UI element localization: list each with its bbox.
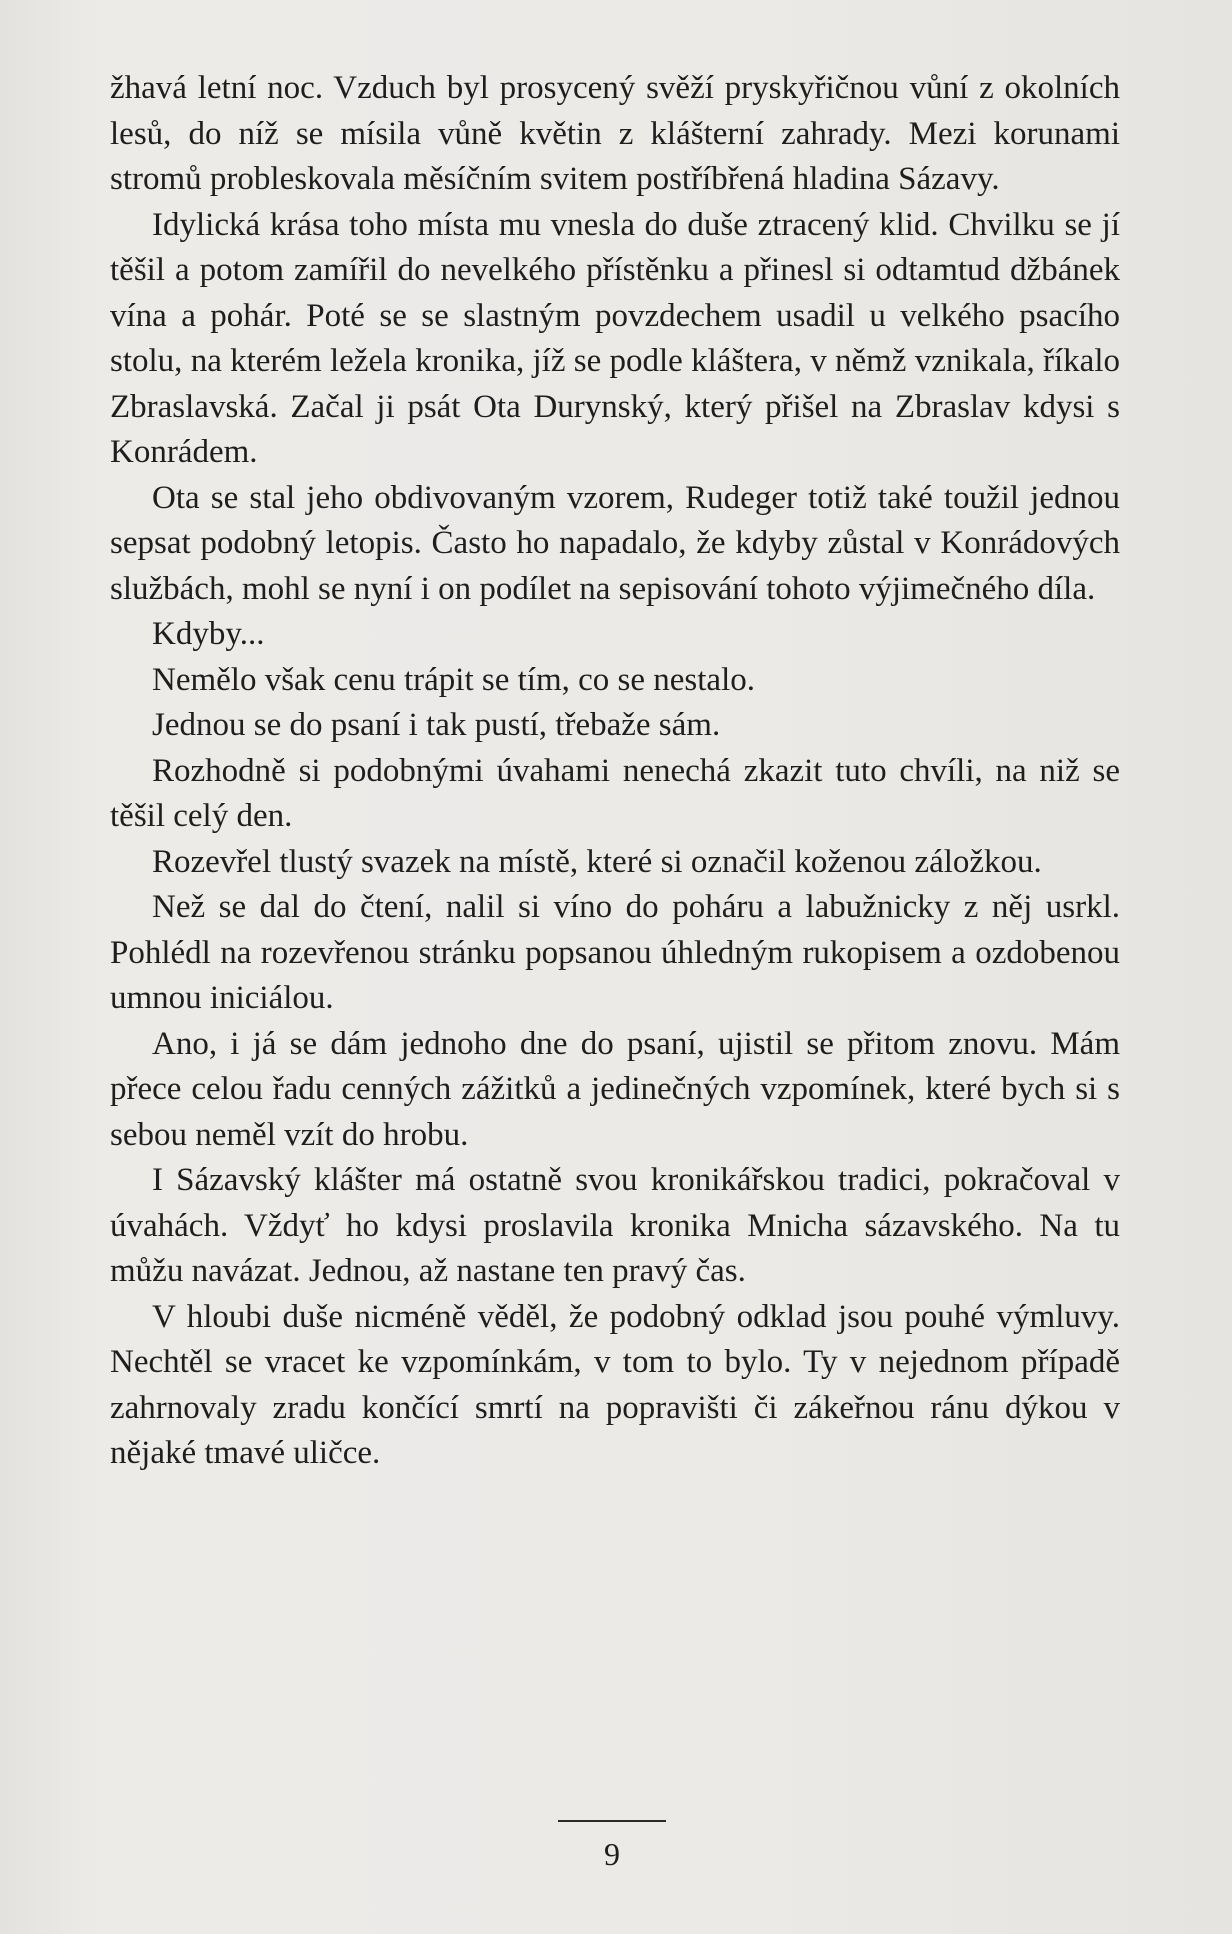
- paragraph-4: Kdyby...: [152, 616, 265, 652]
- paragraph-6: Jednou se do psaní i tak pustí, třebaže sám.: [152, 707, 721, 743]
- paragraph-3: Ota se stal jeho obdivovaným vzorem, Rudeger totiž také toužil jednou sepsat podobný letopis. Často ho napadalo, že kdyby zůstal v Konrádových službách, mohl se nyní i on podílet na sepisování tohoto výjimečného díla.: [110, 479, 1120, 607]
- paragraph-2: Idylická krása toho místa mu vnesla do duše ztracený klid. Chvilku se jí těšil a potom zamířil do nevelkého přístěnku a přinesl si odtamtud džbánek vína a pohár. Poté se se slastným povzdechem usadil u velkého psacího stolu, na kterém ležela kronika, jíž se podle kláštera, v němž vznikala, říkalo Zbraslavská. Začal ji psát Ota Durynský, který přišel na Zbraslav kdysi s Konrádem.: [110, 206, 1120, 470]
- paragraph-8: Rozevřel tlustý svazek na místě, které si označil koženou záložkou.: [152, 843, 1042, 880]
- paragraph-11: I Sázavský klášter má ostatně svou kronikářskou tradici, pokračoval v úvahách. Vždyť ho kdysi proslavila kronika Mnicha sázavského. Na tu můžu navázat. Jednou, až nastane ten pravý čas.: [110, 1162, 1120, 1289]
- paragraph-10: Ano, i já se dám jednoho dne do psaní, ujistil se přitom znovu. Mám přece celou řadu cenných zážitků a jedinečných vzpomínek, které bych si s sebou neměl vzít do hrobu.: [110, 1025, 1120, 1153]
- body-text: [110, 66, 1120, 1477]
- paragraph-12: V hloubi duše nicméně věděl, že podobný odklad jsou pouhé výmluvy. Nechtěl se vracet ke vzpomínkám, v tom to bylo. Ty v nejednom případě zahrnovaly zradu končící smrtí na popravišti či zákeřnou ránu dýkou v nějaké tmavé uličce.: [110, 1298, 1120, 1471]
- footer-rule: [558, 1820, 666, 1822]
- paragraph-7: Rozhodně si podobnými úvahami nenechá zkazit tuto chvíli, na niž se těšil celý den.: [110, 752, 1120, 834]
- paragraph-5: Nemělo však cenu trápit se tím, co se nestalo.: [152, 661, 755, 698]
- paragraph-1: žhavá letní noc. Vzduch byl prosycený svěží pryskyřičnou vůní z okolních lesů, do níž se mísila vůně květin z klášterní zahrady. Mezi korunami stromů probleskovala měsíčním svitem postříbřená hladina Sázavy.: [110, 70, 1120, 197]
- paragraph-9: Než se dal do čtení, nalil si víno do poháru a labužnicky z něj usrkl. Pohlédl na rozevřenou stránku popsanou úhledným rukopisem a ozdobenou umnou iniciálou.: [110, 889, 1120, 1016]
- page-number: 9: [604, 1836, 620, 1872]
